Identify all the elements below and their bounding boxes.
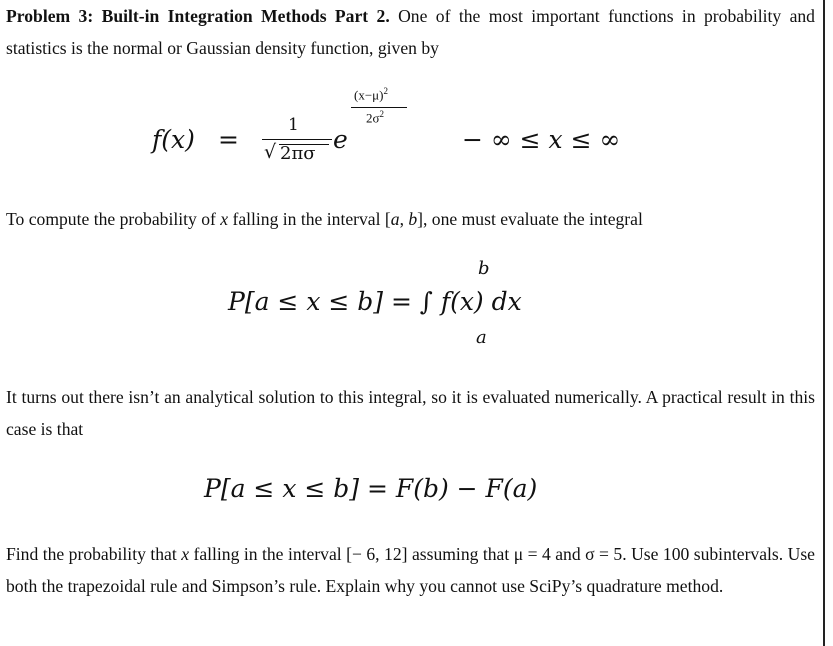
para2-var-b: b (408, 209, 418, 229)
eq1-denominator: 2πσ (280, 143, 316, 164)
para2-var-x: x (220, 209, 229, 229)
eq1-lhs: f(x) (152, 125, 195, 154)
para2-var-a: a (390, 209, 400, 229)
para2-text-after: ], one must evaluate the integral (417, 209, 643, 229)
eq1-fraction-line (262, 139, 332, 140)
problem-intro-text: One of the most important functions in probability and statistics is the normal or Gaussian density function, given by (6, 6, 815, 58)
eq1-sqrt-symbol: √ (264, 141, 277, 163)
para2-text-middle: falling in the interval [ (228, 209, 391, 229)
numerical-paragraph (6, 381, 815, 445)
para2-comma: , (399, 209, 409, 229)
eq1-exp-fraction-line (351, 107, 407, 108)
para4-var-x: x (181, 544, 189, 564)
para4-text-before: Find the probability that (6, 544, 182, 564)
para3-text: It turns out there isn’t an analytical solution to this integral, so it is evaluated numerically. A practical result in this case is that (6, 387, 815, 439)
eq2-upper-limit: b (478, 258, 490, 279)
problem-title: Problem 3: Built-in Integration Methods Part 2. (6, 6, 390, 26)
eq1-equals: = (218, 125, 239, 154)
eq1-exp-numerator: $(x-\mu)^2$ (354, 86, 388, 103)
eq2-expression: P[a ≤ x ≤ b] = ∫ f(x) dx (228, 287, 522, 316)
eq1-e: e (333, 125, 348, 154)
task-paragraph (6, 538, 815, 602)
interval-paragraph (6, 203, 815, 235)
eq3-expression: P[a ≤ x ≤ b] = F(b) − F(a) (204, 474, 538, 503)
para4-text-after: falling in the interval [− 6, 12] assuming that μ = 4 and σ = 5. Use 100 subintervals. Use both the trapezoidal rule and Simpson’s rule. Explain why you cannot use SciPy’s quadrature method. (6, 544, 815, 596)
para2-text-before: To compute the probability of (6, 209, 221, 229)
eq1-exp-denominator: $2\sigma^2$ (366, 109, 385, 126)
eq1-domain: − ∞ ≤ x ≤ ∞ (462, 125, 621, 154)
eq1-numerator: 1 (288, 115, 299, 135)
problem-intro-paragraph (6, 0, 815, 64)
eq2-lower-limit: a (476, 327, 487, 348)
